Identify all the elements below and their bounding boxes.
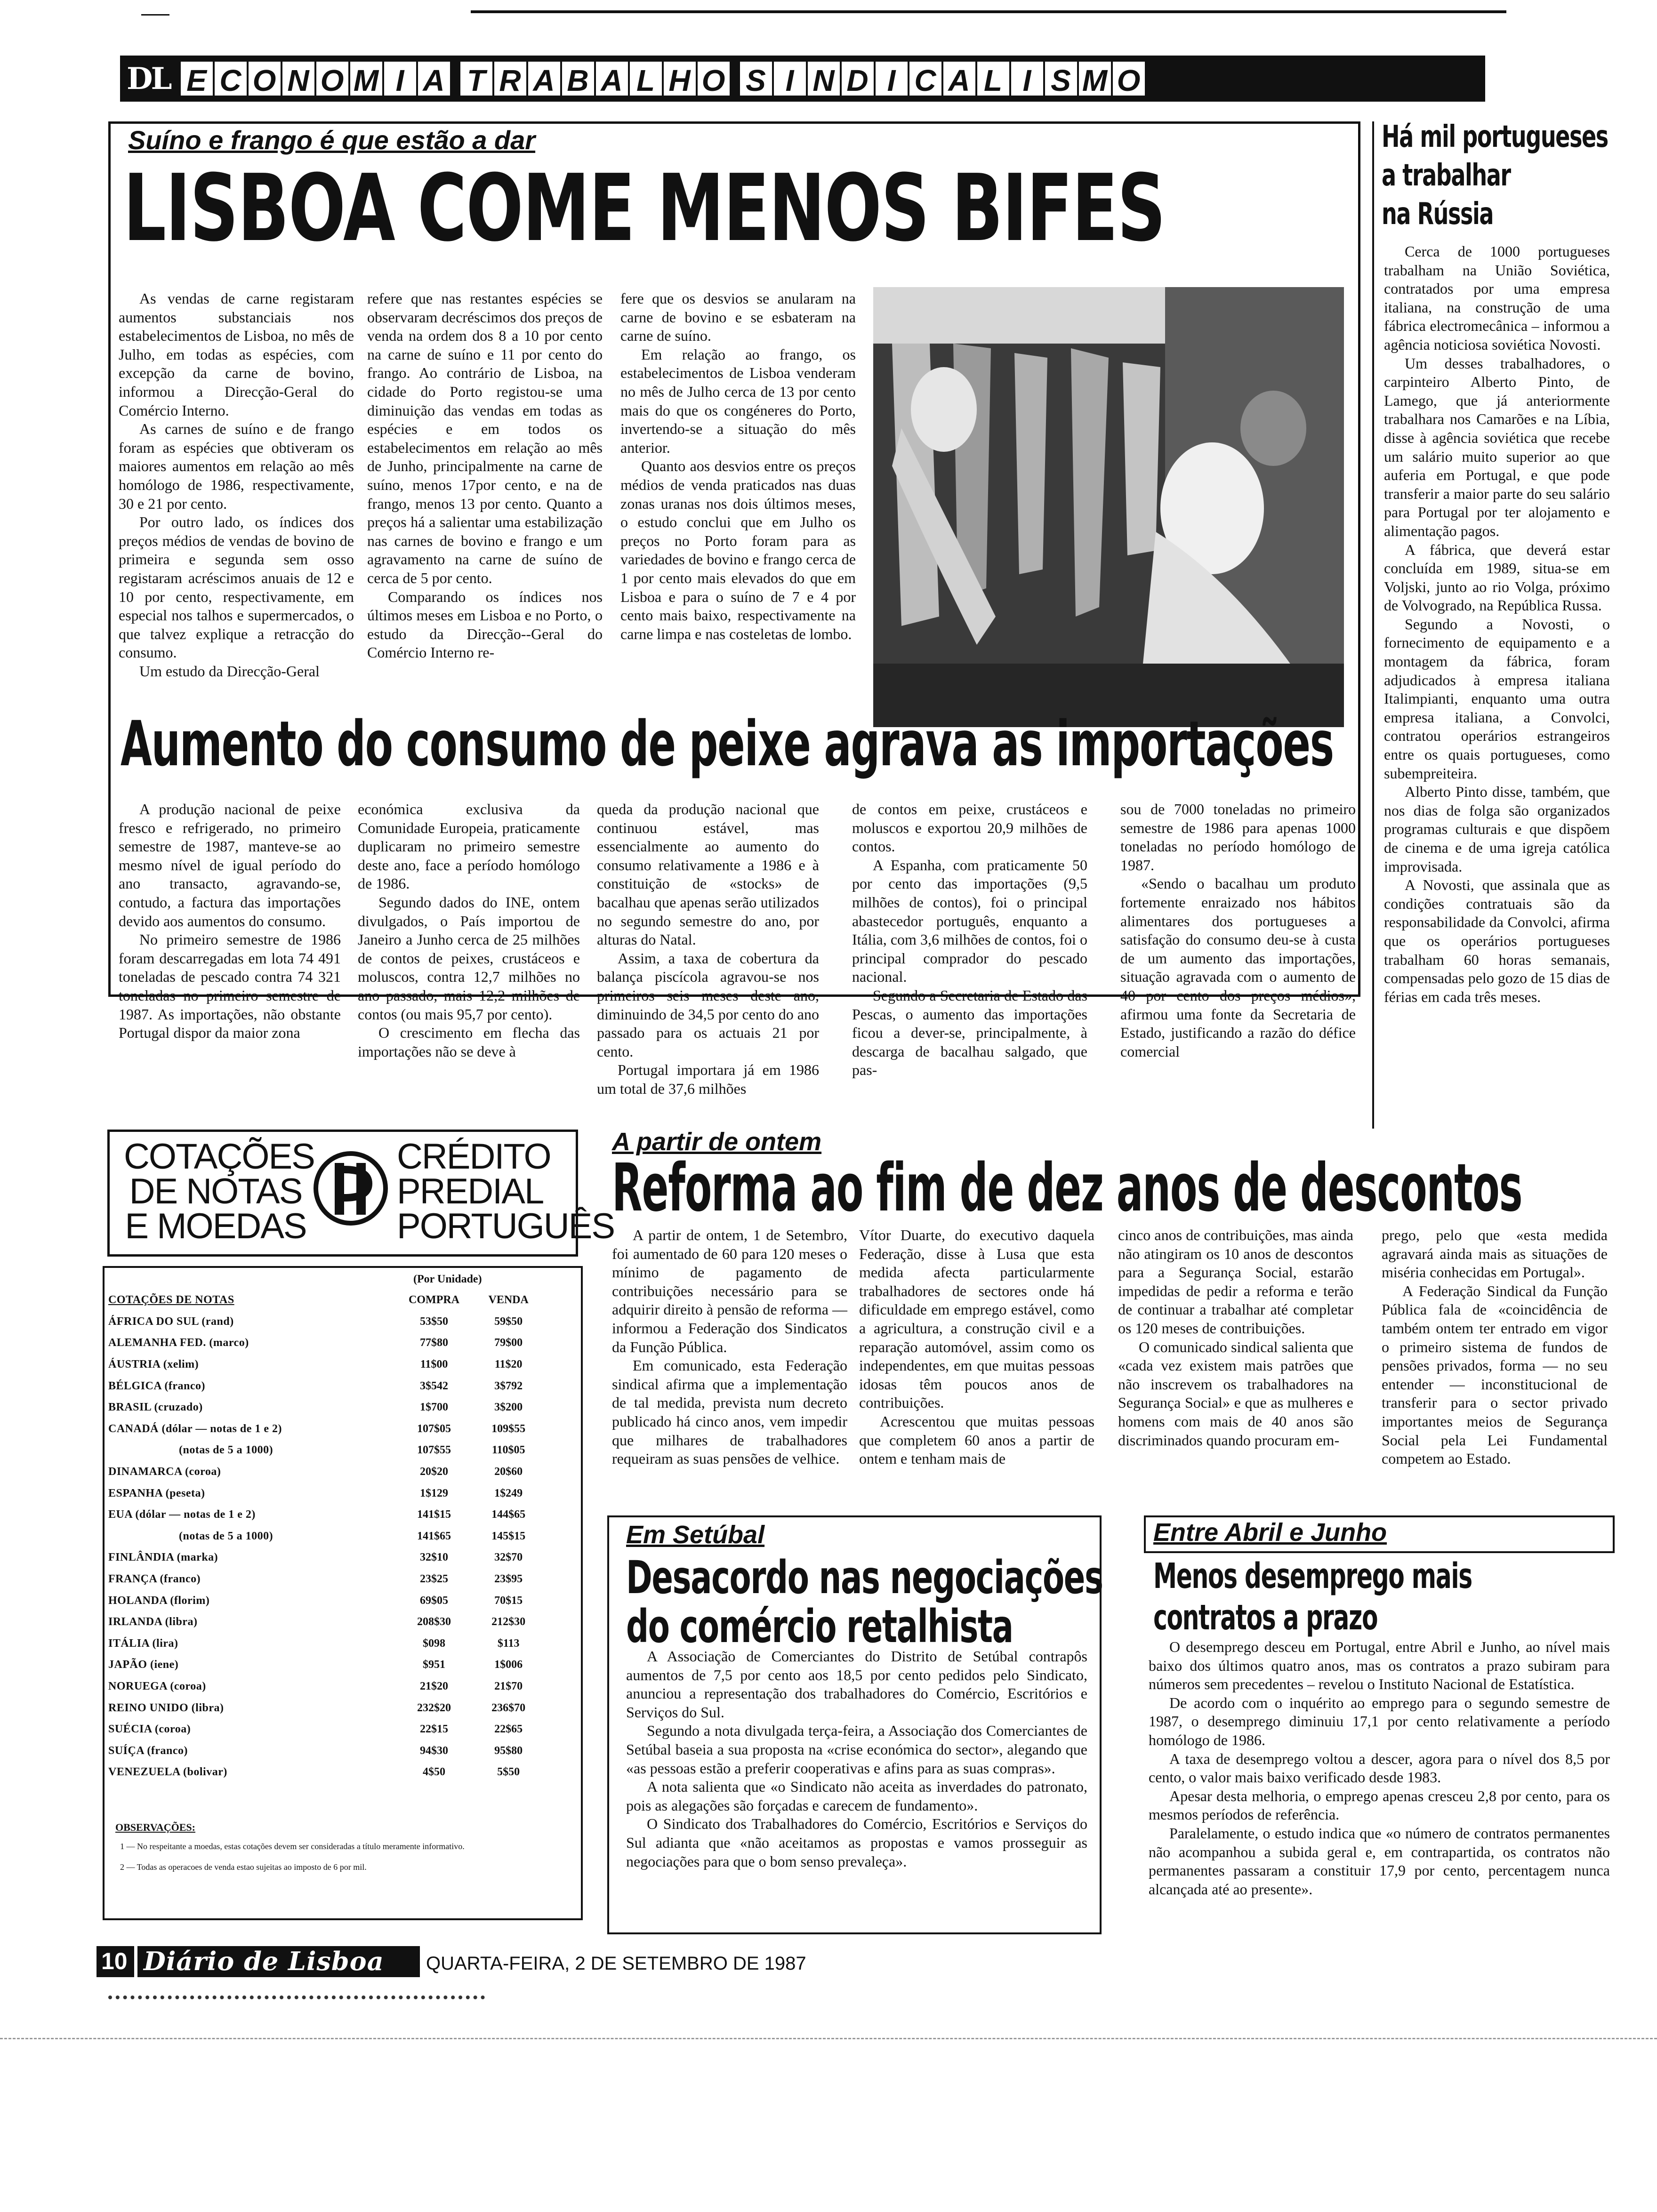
rates-row <box>108 1740 541 1762</box>
rates-row <box>108 1569 541 1590</box>
rates-row <box>108 1676 541 1698</box>
paragraph: Acrescentou que muitas pessoas que completem 60 anos a partir de ontem e tenham mais de <box>859 1412 1094 1467</box>
currency-name: (notas de 5 a 1000) <box>179 1444 273 1457</box>
fish-column-1 <box>119 800 341 1042</box>
rates-logo-right <box>397 1139 614 1244</box>
currency-name: ESPANHA (peseta) <box>108 1487 205 1499</box>
sell-rate: 109$55 <box>491 1422 526 1435</box>
paragraph: A Espanha, com praticamente 50 por cento das importações (9,5 milhões de contos), foi o principal abastecedor português, enquanto a Itália, com 3,6 milhões de contos, foi o principal comprador do pescado nacional. <box>852 856 1087 986</box>
rates-row <box>108 1332 541 1354</box>
pension-column-1 <box>612 1226 847 1513</box>
section-letter: H <box>662 60 698 97</box>
rates-row <box>108 1590 541 1611</box>
paragraph: cinco anos de contribuições, mas ainda não atingiram os 10 anos de descontos para a Segurança Social, estarão impedidas de pedir a reforma e terão de continuar a trabalhar até completar os 120 meses de contribuições. <box>1118 1226 1353 1337</box>
section-letter: A <box>416 60 452 97</box>
rates-obs-2: 2 — Todas as operacoes de venda estao sujeitas ao imposto de 6 por mil. <box>120 1862 367 1872</box>
paragraph: Apesar desta melhoria, o emprego apenas cresceu 2,8 por cento, para os mesmos períodos de referência. <box>1149 1787 1610 1823</box>
paragraph: refere que nas restantes espécies se observaram decréscimos dos preços de venda na ordem dos 8 a 10 por cento na carne de suíno e 11 por cento do frango. Ao contrário de Lisboa, na cidade do Porto registou-se uma diminuição das vendas em todas as espécies e em todos os estabelecimentos em relação ao mês de Junho, principalmente na carne de suíno, menos 17por cento, e na de frango, menos 13 por cento. Quanto a preços há a salientar uma estabilização nas carnes de bovino e frango e um agravamento na carne de suíno de cerca de 5 por cento. <box>367 290 603 586</box>
rates-unit: (Por Unidade) <box>413 1273 482 1285</box>
section-letter: I <box>1009 60 1045 97</box>
buy-rate: 94$30 <box>420 1744 449 1757</box>
unemployment-headline-line-1: Menos desemprego mais <box>1153 1556 1472 1596</box>
currency-name: REINO UNIDO (libra) <box>108 1701 224 1714</box>
section-trabalho <box>458 60 730 97</box>
rates-row <box>108 1354 541 1376</box>
fish-column-4 <box>852 800 1087 1079</box>
paragraph: económica exclusiva da Comunidade Europeia, praticamente duplicaram no primeiro semestre deste ano, face a período homólogo de 1986. <box>358 801 580 892</box>
section-letter: N <box>281 60 316 97</box>
rates-logo-box <box>107 1130 615 1257</box>
lead-column-2 <box>367 289 603 704</box>
section-letter: A <box>594 60 630 97</box>
paragraph: De acordo com o inquérito ao emprego para o segundo semestre de 1987, o desemprego diminuiu 17,1 por cento relativamente a período homólogo de 1986. <box>1149 1694 1610 1748</box>
buy-rate: 11$00 <box>420 1358 448 1371</box>
rates-row <box>108 1633 541 1655</box>
buy-rate: 4$50 <box>423 1766 446 1779</box>
rates-row <box>108 1697 541 1719</box>
rates-row <box>108 1461 541 1483</box>
fish-column-3 <box>597 800 819 1097</box>
rates-obs-1: 1 — No respeitante a moedas, estas cotações devem ser consideradas a título meramente informativo. <box>120 1842 465 1851</box>
buy-rate: 20$20 <box>420 1466 449 1478</box>
currency-name: ÁFRICA DO SUL (rand) <box>108 1315 234 1328</box>
section-letter: T <box>458 60 494 97</box>
section-letter: S <box>1043 60 1079 97</box>
sell-rate: 3$792 <box>494 1379 523 1392</box>
section-letter: S <box>738 60 774 97</box>
sell-rate: 1$006 <box>494 1659 523 1671</box>
buy-rate: $098 <box>423 1637 446 1650</box>
section-letter: O <box>247 60 282 97</box>
rates-row <box>108 1440 541 1461</box>
section-letter: M <box>348 60 384 97</box>
buy-rate: 69$05 <box>420 1594 449 1607</box>
currency-name: HOLANDA (florim) <box>108 1594 210 1607</box>
section-letter: I <box>772 60 808 97</box>
rates-obs-title: OBSERVAÇÕES: <box>115 1821 195 1833</box>
rates-head-sell: VENDA <box>488 1294 529 1306</box>
buy-rate: 232$20 <box>417 1701 451 1714</box>
paragraph: Quanto aos desvios entre os preços médios de venda praticados nas duas zonas uranas nos dois últimos meses, o estudo conclui que em Julho os preços no Porto foram para as variedades de bovino e frango cerca de 1 por cento mais elevados do que em Lisboa e para o suíno de 7 e 4 por cento mais baixo, respectivamente na carne limpa e nas costeletas de lombo. <box>620 457 856 642</box>
buy-rate: 53$50 <box>420 1315 449 1328</box>
paragraph: O comunicado sindical salienta que «cada vez existem mais patrões que não inscrevem os trabalhadores na Segurança Social» e que as mulheres e homens com mais de 40 anos são discriminados quando procuram em- <box>1118 1338 1353 1449</box>
fish-column-5 <box>1120 800 1356 1060</box>
pension-headline: Reforma ao fim de dez anos de descontos <box>612 1150 1522 1226</box>
sell-rate: 212$30 <box>491 1616 526 1628</box>
paragraph: Assim, a taxa de cobertura da balança piscícola agravou-se nos primeiros seis meses deste ano, diminuindo de 34,5 por cento do ano passado para os actuais 21 por cento. <box>597 949 819 1060</box>
footer-noise <box>108 1996 485 2000</box>
unemployment-headline-line-2: contratos a prazo <box>1153 1597 1378 1638</box>
setubal-headline-line-2: do comércio retalhista <box>626 1600 1013 1653</box>
currency-name: EUA (dólar — notas de 1 e 2) <box>108 1508 256 1521</box>
currency-name: BÉLGICA (franco) <box>108 1379 205 1392</box>
pension-kicker: A partir de ontem <box>612 1128 822 1156</box>
russia-headline-line-1: Há mil portugueses <box>1382 120 1608 154</box>
section-letter: E <box>179 60 215 97</box>
sell-rate: 79$00 <box>494 1337 523 1349</box>
russia-headline-line-3: na Rússia <box>1382 197 1494 232</box>
sell-rate: 95$80 <box>494 1744 523 1757</box>
rates-logo-left-3: E MOEDAS <box>125 1206 306 1246</box>
paragraph: Alberto Pinto disse, também, que nos dias de folga são organizados programas culturais e que dispõem de cinema e de uma igreja católica improvisada. <box>1384 783 1610 875</box>
footer-page-number: 10 <box>101 1948 128 1974</box>
paragraph: A taxa de desemprego voltou a descer, agora para o nível dos 8,5 por cento, o valor mais baixo verificado desde 1983. <box>1149 1750 1610 1786</box>
paragraph: As vendas de carne registaram aumentos substanciais nos estabelecimentos de Lisboa, no mês de Julho, em todas as espécies, com excepção da carne de bovino, informou a Direcção-Geral do Comércio Interno. <box>119 290 354 419</box>
buy-rate: $951 <box>423 1659 446 1671</box>
paragraph: A partir de ontem, 1 de Setembro, foi aumentado de 60 para 120 meses o mínimo de pagamento de contribuições necessário para se adquirir direito à pensão de reforma — informou a Federação dos Sindicatos da Função Pública. <box>612 1226 847 1355</box>
paragraph: Um desses trabalhadores, o carpinteiro Alberto Pinto, de Lamego, que já anteriormente trabalhara nos Camarões e na Líbia, disse à agência soviética que recebe um salário muito superior ao que auferia em Portugal, e que pode transferir a maior parte do seu salário para Portugal por ter alojamento e alimentação pagos. <box>1384 354 1610 539</box>
butcher-photo-image <box>873 287 1344 727</box>
rates-logo-left-1: COTAÇÕES <box>124 1137 314 1177</box>
sell-rate: 236$70 <box>491 1701 526 1714</box>
unemployment-body <box>1149 1638 1610 1939</box>
paragraph: A nota salienta que «o Sindicato não aceita as inverdades do patronato, pois as alegações são forçadas e carecem de fundamento». <box>626 1778 1087 1814</box>
section-letter: O <box>1111 60 1147 97</box>
buy-rate: 208$30 <box>417 1616 451 1628</box>
section-letter: C <box>213 60 249 97</box>
paragraph: prego, pelo que «esta medida agravará ainda mais as situações de miséria conhecidas em Portugal». <box>1382 1226 1608 1281</box>
rates-observations <box>115 1821 567 1873</box>
footer-date: QUARTA-FEIRA, 2 DE SETEMBRO DE 1987 <box>426 1953 806 1974</box>
section-letter: C <box>908 60 943 97</box>
bank-logo-icon-svg <box>313 1151 388 1226</box>
section-letter: L <box>975 60 1011 97</box>
section-letter: A <box>526 60 562 97</box>
sell-rate: 21$70 <box>494 1680 523 1692</box>
rates-logo-left-2: DE NOTAS <box>129 1171 302 1211</box>
rates-row <box>108 1526 541 1547</box>
top-rule <box>471 10 1506 13</box>
paragraph: Segundo a Novosti, o fornecimento de equipamento e a montagem da fábrica, foram adjudicados à empresa italiana Italimpianti, enquanto uma outra empresa italiana, a Convolci, contratou operários estrangeiros entre os quais portugueses, como subempreiteira. <box>1384 615 1610 782</box>
section-letter: A <box>941 60 977 97</box>
butcher-photo <box>873 287 1344 727</box>
paragraph: Vítor Duarte, do executivo daquela Federação, disse à Lusa que esta medida afecta particularmente trabalhadores de sectores onde há dificuldade em emprego estável, como a agricultura, a construção civil e a reparação automóvel, assim como os independentes, em que muitas pessoas idosas têm poucos anos de contribuições. <box>859 1226 1094 1411</box>
currency-name: FINLÂNDIA (marka) <box>108 1551 218 1564</box>
paragraph: A Federação Sindical da Função Pública fala de «coincidência de também ontem ter entrado em vigor o primeiro sistema de fundos de pensões privados, forma — no seu entender — inconstitucional de transferir para o sector privado importantes meios de Segurança Social pela Lei Fundamental competem ao Estado. <box>1382 1282 1608 1467</box>
currency-name: ÁUSTRIA (xelim) <box>108 1358 199 1371</box>
section-economia <box>179 60 450 97</box>
paragraph: Segundo a Secretaria de Estado das Pescas, o aumento das importações ficou a dever-se, principalmente, à descarga de bacalhau salgado, que pas- <box>852 986 1087 1079</box>
footer-paper-name: Diário de Lisboa <box>144 1946 384 1976</box>
section-bar <box>120 56 1485 102</box>
paragraph: A produção nacional de peixe fresco e refrigerado, no primeiro semestre de 1987, manteve-se ao mesmo nível de igual período do ano transacto, agravando-se, contudo, a factura das importações devido aos aumentos do consumo. <box>119 801 341 930</box>
sell-rate: 59$50 <box>494 1315 523 1328</box>
paragraph: fere que os desvios se anularam na carne de bovino e se esbateram na carne de suíno. <box>620 290 856 345</box>
top-rule-short <box>141 14 169 16</box>
rates-head-buy: COMPRA <box>409 1294 460 1306</box>
paragraph: Cerca de 1000 portugueses trabalham na União Soviética, contratados por uma empresa italiana, na construção de uma fábrica electromecânica – informou a agência noticiosa soviética Novosti. <box>1384 243 1610 353</box>
rates-logo-right-3: PORTUGUÊS <box>397 1206 615 1246</box>
sell-rate: 1$249 <box>494 1487 523 1499</box>
paragraph: O Sindicato dos Trabalhadores do Comércio, Escritórios e Serviços do Sul adianta que «não aceitamos as propostas e vamos prosseguir as negociações para que o bom senso prevaleça». <box>626 1815 1087 1870</box>
section-letter: R <box>492 60 528 97</box>
rates-row <box>108 1547 541 1569</box>
buy-rate: 3$542 <box>420 1379 449 1392</box>
currency-name: BRASIL (cruzado) <box>108 1401 203 1414</box>
buy-rate: 107$05 <box>417 1422 451 1435</box>
buy-rate: 1$700 <box>420 1401 449 1414</box>
russia-headline <box>1382 118 1626 233</box>
sell-rate: 32$70 <box>494 1551 523 1564</box>
sell-rate: 3$200 <box>494 1401 523 1414</box>
currency-name: SUÍÇA (franco) <box>108 1744 188 1757</box>
paragraph: «Sendo o bacalhau um produto fortemente enraizado nos hábitos alimentares dos portugueses a satisfação do consumo deu-se à custa de um aumento das importações, situação agravada com o aumento de 40 por cento dos preços médios», afirmou uma fonte da Secretaria de Estado, justificando a razão do défice comercial <box>1120 875 1356 1060</box>
rates-logo-left <box>124 1137 314 1246</box>
rates-head-name: COTAÇÕES DE NOTAS <box>108 1294 234 1306</box>
paragraph: A Associação de Comerciantes do Distrito de Setúbal contrapôs aumentos de 7,5 por cento aos 18,5 por cento pedidos pelo Sindicato, anunciou a representação dos trabalhadores do Comércio, Escritórios e Serviços do Sul. <box>626 1648 1087 1721</box>
pension-column-4 <box>1382 1226 1608 1513</box>
russia-headline-line-2: a trabalhar <box>1382 158 1511 193</box>
section-letter: I <box>382 60 418 97</box>
paragraph: Por outro lado, os índices dos preços médios de vendas de bovino de primeira e segunda sem osso registaram acréscimos anuais de 12 e 10 por cento, respectivamente, em especial nos talhos e supermercados, o que talvez explique a retracção do consumo. <box>119 513 354 661</box>
rates-row <box>108 1483 541 1504</box>
paragraph: Segundo a nota divulgada terça-feira, a Associação dos Comerciantes de Setúbal baseia a sua proposta na «crise económica do sector», alegando que «as pessoas estão a preferir cooperativas e afins para as suas compras». <box>626 1722 1087 1777</box>
rates-row <box>108 1375 541 1397</box>
rates-logo-right-1: CRÉDITO <box>397 1137 551 1177</box>
pension-column-3 <box>1118 1226 1353 1513</box>
paragraph: O desemprego desceu em Portugal, entre Abril e Junho, ao nível mais baixo dos últimos quatro anos, mas os contratos a prazo subiram para números sem precedentes – revelou o Instituto Nacional de Estatística. <box>1149 1638 1610 1693</box>
fish-headline: Aumento do consumo de peixe agrava as importações <box>121 708 1334 780</box>
sell-rate: 22$65 <box>494 1723 523 1736</box>
currency-name: NORUEGA (coroa) <box>108 1680 206 1692</box>
paragraph: A Novosti, que assinala que as condições contratuais são da responsabilidade da Convolci, afirma que os operários portugueses trabalham 60 horas semanais, compensadas pelo gozo de 15 dias de férias em cada três meses. <box>1384 876 1610 1005</box>
lead-column-1 <box>119 289 354 704</box>
buy-rate: 77$80 <box>420 1337 449 1349</box>
currency-name: DINAMARCA (coroa) <box>108 1466 221 1478</box>
rates-row <box>108 1719 541 1740</box>
bank-logo-icon <box>313 1151 388 1226</box>
sell-rate: 5$50 <box>497 1766 520 1779</box>
buy-rate: 107$55 <box>417 1444 451 1457</box>
paragraph: de contos em peixe, crustáceos e moluscos e exportou 20,9 milhões de contos. <box>852 801 1087 855</box>
buy-rate: 22$15 <box>420 1723 449 1736</box>
section-letter: L <box>628 60 664 97</box>
buy-rate: 141$65 <box>417 1530 451 1542</box>
pension-column-2 <box>859 1226 1094 1513</box>
paragraph: O crescimento em flecha das importações não se deve à <box>358 1024 580 1060</box>
currency-name: SUÉCIA (coroa) <box>108 1723 191 1736</box>
section-letter: B <box>560 60 596 97</box>
currency-name: VENEZUELA (bolivar) <box>108 1766 227 1779</box>
currency-name: ITÁLIA (lira) <box>108 1637 178 1650</box>
paragraph: As carnes de suíno e de frango foram as espécies que obtiveram os maiores aumentos em relação ao mês homólogo de 1986, respectivamente, 30 e 21 por cento. <box>119 420 354 512</box>
section-sindicalismo <box>738 60 1145 97</box>
unemployment-headline <box>1153 1555 1622 1638</box>
buy-rate: 21$20 <box>420 1680 449 1692</box>
russia-body <box>1384 242 1610 1127</box>
rates-row <box>108 1762 541 1783</box>
section-letter: I <box>874 60 909 97</box>
currency-name: CANADÁ (dólar — notas de 1 e 2) <box>108 1422 282 1435</box>
lead-kicker: Suíno e frango é que estão a dar <box>128 125 536 155</box>
paper-logo-mark: DL <box>127 61 170 96</box>
rates-row <box>108 1504 541 1526</box>
rates-row <box>108 1654 541 1676</box>
currency-name: (notas de 5 a 1000) <box>179 1530 273 1542</box>
paragraph: Portugal importara já em 1986 um total de 37,6 milhões <box>597 1061 819 1097</box>
buy-rate: 1$129 <box>420 1487 449 1499</box>
buy-rate: 23$25 <box>420 1573 449 1586</box>
rates-table <box>108 1290 541 1783</box>
section-letter: M <box>1077 60 1113 97</box>
currency-name: JAPÃO (iene) <box>108 1659 179 1671</box>
fish-column-2 <box>358 800 580 1060</box>
currency-name: IRLANDA (libra) <box>108 1616 198 1628</box>
sell-rate: 70$15 <box>494 1594 523 1607</box>
lead-column-3 <box>620 289 856 704</box>
sell-rate: 145$15 <box>491 1530 526 1542</box>
section-letter: O <box>314 60 350 97</box>
section-letter: N <box>806 60 842 97</box>
sell-rate: $113 <box>497 1637 520 1650</box>
paragraph: Segundo dados do INE, ontem divulgados, o País importou de Janeiro a Junho cerca de 25 milhões de contos de peixes, crustáceos e moluscos, contra 12,7 milhões no ano passado, mais 12,2 milhões de contos (ou mais 95,7 por cento). <box>358 893 580 1023</box>
paragraph: Um estudo da Direcção-Geral <box>139 662 320 680</box>
paragraph: Comparando os índices nos últimos meses em Lisboa e no Porto, o estudo da Direcção--Geral do Comércio Interno re- <box>367 588 603 661</box>
rates-logo-right-2: PREDIAL <box>397 1171 544 1211</box>
buy-rate: 32$10 <box>420 1551 449 1564</box>
paragraph: sou de 7000 toneladas no primeiro semestre de 1986 para apenas 1000 toneladas no período homólogo de 1987. <box>1120 801 1356 874</box>
setubal-kicker: Em Setúbal <box>626 1521 765 1549</box>
setubal-headline-line-1: Desacordo nas negociações <box>626 1551 1103 1604</box>
paragraph: Em comunicado, esta Federação sindical afirma que a implementação de tal medida, prevista num decreto publicado há cinco anos, vem impedir que milhares de trabalhadores requeiram as suas pensões de velhice. <box>612 1357 847 1467</box>
paragraph: queda da produção nacional que continuou estável, mas essencialmente ao aumento do consumo relativamente a 1986 e à constituição de «stocks» de bacalhau que apenas serão utilizados no segundo semestre do ano, por alturas do Natal. <box>597 801 819 948</box>
section-letter: O <box>696 60 732 97</box>
paragraph: A fábrica, que deverá estar concluída em 1989, situa-se em Voljski, junto ao rio Volga, próximo de Volvogrado, na República Russa. <box>1384 541 1610 614</box>
sell-rate: 11$20 <box>494 1358 523 1371</box>
rates-row <box>108 1397 541 1419</box>
currency-name: FRANÇA (franco) <box>108 1573 201 1586</box>
paragraph: No primeiro semestre de 1986 foram descarregadas em lota 74 491 toneladas de pescado contra 74 321 toneladas no primeiro semestre de 1987. As importações, não obstante Portugal dispor da maior zona <box>119 931 341 1042</box>
russia-divider <box>1372 121 1374 1129</box>
buy-rate: 141$15 <box>417 1508 451 1521</box>
rates-row <box>108 1311 541 1333</box>
section-letter: D <box>840 60 876 97</box>
rates-row <box>108 1419 541 1440</box>
unemployment-kicker: Entre Abril e Junho <box>1153 1518 1387 1547</box>
sell-rate: 23$95 <box>494 1573 523 1586</box>
paragraph: Paralelamente, o estudo indica que «o número de contratos permanentes não acompanhou a subida geral e, em contrapartida, os contratos não permanentes passaram a constituir 17,9 por cento, percentagem nunca alcançada até ao presente». <box>1149 1824 1610 1898</box>
rates-row <box>108 1611 541 1633</box>
sell-rate: 144$65 <box>491 1508 526 1521</box>
setubal-body <box>626 1647 1087 1930</box>
currency-name: ALEMANHA FED. (marco) <box>108 1337 249 1349</box>
sell-rate: 20$60 <box>494 1466 523 1478</box>
sell-rate: 110$05 <box>491 1444 525 1457</box>
bottom-rule <box>0 2038 1657 2039</box>
lead-headline: LISBOA COME MENOS BIFES <box>123 155 1166 262</box>
paragraph: Em relação ao frango, os estabelecimentos de Lisboa venderam no mês de Julho cerca de 13 por cento mais do que os congéneres do Porto, invertendo-se a situação do mês anterior. <box>620 345 856 456</box>
